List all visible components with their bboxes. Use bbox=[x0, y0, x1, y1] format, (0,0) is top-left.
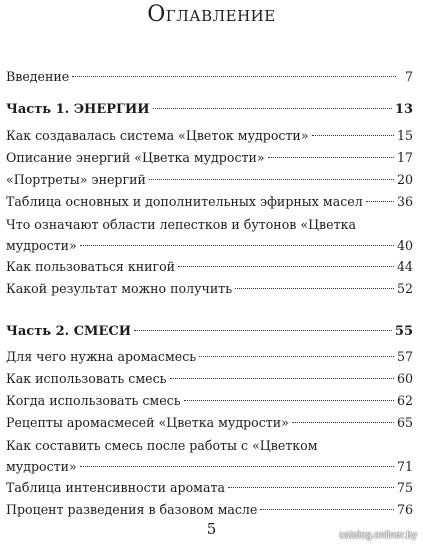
toc-entry-page: 71 bbox=[396, 459, 413, 474]
dot-leader bbox=[199, 356, 394, 357]
toc-entry-page: 65 bbox=[396, 415, 413, 430]
toc-entry-title-line1: Как составить смесь после работы с «Цветком bbox=[6, 438, 318, 453]
toc-part-title: Часть 2. СМЕСИ bbox=[6, 324, 131, 339]
toc-entry-compose-blend bbox=[6, 435, 413, 477]
toc-entry-aroma-intensity bbox=[6, 477, 413, 498]
dot-leader bbox=[80, 245, 394, 246]
toc-entry-energy-description bbox=[6, 147, 413, 168]
toc-entry-title: Описание энергий «Цветка мудрости» bbox=[6, 150, 265, 165]
toc-entry-page: 60 bbox=[396, 371, 413, 386]
toc-part-2 bbox=[6, 321, 413, 342]
toc-entry-page: 15 bbox=[396, 128, 413, 143]
toc-entry-page: 62 bbox=[396, 393, 413, 408]
toc-entry-page: 40 bbox=[396, 238, 413, 253]
dot-leader bbox=[72, 76, 396, 77]
toc-entry-title: Для чего нужна аромасмесь bbox=[6, 349, 197, 364]
toc-entry-when-to-use-blend bbox=[6, 390, 413, 411]
page-number: 5 bbox=[206, 520, 217, 538]
dot-leader bbox=[178, 266, 394, 267]
toc-entry-dilution-percent bbox=[6, 499, 413, 520]
toc-entry-page: 20 bbox=[396, 172, 413, 187]
dot-leader bbox=[235, 288, 394, 289]
dot-leader bbox=[268, 157, 394, 158]
toc-entry-blend-purpose bbox=[6, 346, 413, 367]
toc-entry-how-to-use-blend bbox=[6, 368, 413, 389]
toc-entry-title: Когда использовать смесь bbox=[6, 393, 181, 408]
toc-entry-title: «Портреты» энергий bbox=[6, 172, 146, 187]
toc-entry-oils-table bbox=[6, 191, 413, 212]
toc-part-page: 55 bbox=[394, 324, 413, 339]
toc-entry-page: 44 bbox=[396, 259, 413, 274]
dot-leader bbox=[184, 400, 394, 401]
toc-entry-title: Как создавалась система «Цветок мудрости» bbox=[6, 128, 309, 143]
toc-entry-page: 7 bbox=[404, 69, 413, 84]
dot-leader bbox=[80, 466, 394, 467]
toc-entry-page: 57 bbox=[396, 349, 413, 364]
toc-entry-page: 76 bbox=[396, 502, 413, 517]
dot-leader bbox=[228, 487, 394, 488]
dot-leader bbox=[260, 509, 394, 510]
dot-leader bbox=[312, 135, 394, 136]
toc-entry-title: Введение bbox=[6, 69, 70, 84]
watermark: catalog.onliner.by bbox=[339, 530, 417, 541]
toc-entry-page: 36 bbox=[396, 194, 413, 209]
toc-entry-energy-portraits bbox=[6, 169, 413, 190]
toc-entry-title: Рецепты аромасмесей «Цветка мудрости» bbox=[6, 415, 289, 430]
toc-entry-how-to-use-book bbox=[6, 256, 413, 277]
toc-entry-page: 17 bbox=[396, 150, 413, 165]
dot-leader bbox=[134, 330, 392, 331]
dot-leader bbox=[149, 179, 394, 180]
toc-entry-title-line2: мудрости» bbox=[6, 238, 77, 253]
toc-entry-title: Процент разведения в базовом масле bbox=[6, 502, 258, 517]
toc-entry-page: 52 bbox=[396, 281, 413, 296]
toc-entry-system-creation bbox=[6, 125, 413, 146]
toc-entry-introduction bbox=[6, 66, 413, 87]
toc-entry-blend-recipes bbox=[6, 412, 413, 433]
dot-leader bbox=[292, 422, 394, 423]
toc-entry-title: Таблица основных и дополнительных эфирных масел bbox=[6, 194, 363, 209]
toc-part-page: 13 bbox=[394, 102, 413, 117]
toc-entry-title: Как использовать смесь bbox=[6, 371, 167, 386]
toc-part-1 bbox=[6, 99, 413, 120]
toc-entry-title-line1: Что означают области лепестков и бутонов «Цветка bbox=[6, 217, 356, 232]
toc-entry-expected-result bbox=[6, 278, 413, 299]
dot-leader bbox=[366, 201, 394, 202]
toc-entry-petal-areas bbox=[6, 214, 413, 256]
toc-entry-title: Какой результат можно получить bbox=[6, 281, 233, 296]
toc-entry-title: Как пользоваться книгой bbox=[6, 259, 176, 274]
toc-entry-page: 75 bbox=[396, 480, 413, 495]
toc-entry-title: Таблица интенсивности аромата bbox=[6, 480, 225, 495]
page-title: Оглавление bbox=[147, 2, 276, 27]
toc-part-title: Часть 1. ЭНЕРГИИ bbox=[6, 102, 150, 117]
dot-leader bbox=[153, 108, 392, 109]
dot-leader bbox=[170, 378, 394, 379]
toc-entry-title-line2: мудрости» bbox=[6, 459, 77, 474]
